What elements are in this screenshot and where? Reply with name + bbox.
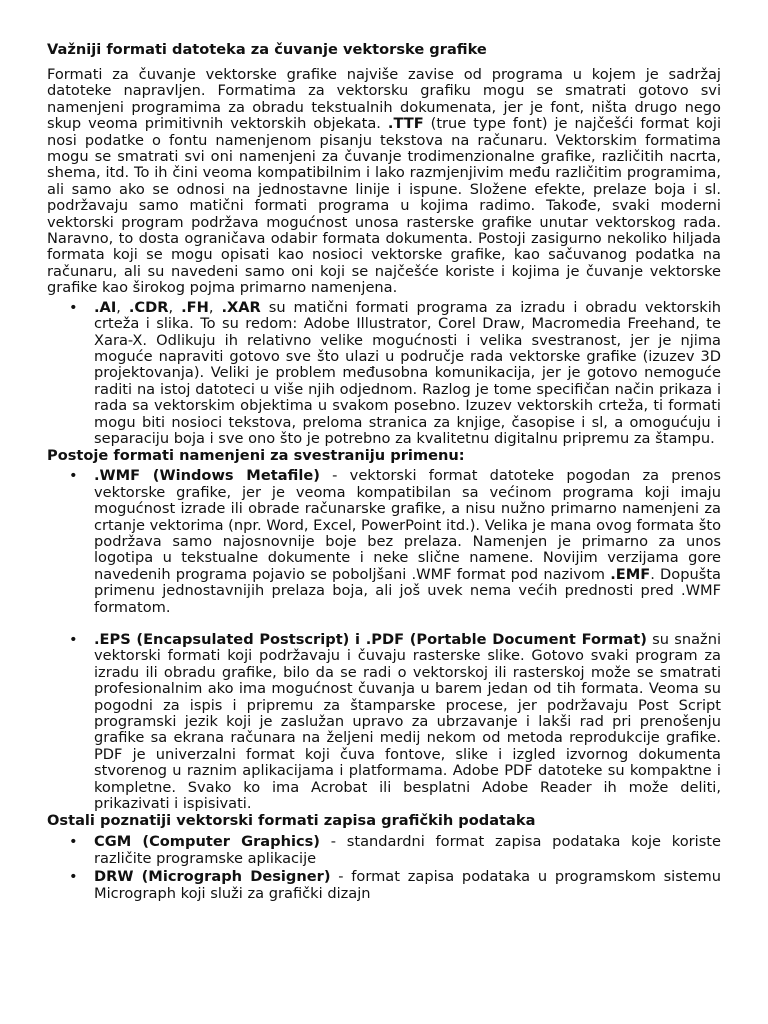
wmf-title: .WMF (Windows Metafile) bbox=[94, 467, 320, 485]
drw-text: - format zapisa podataka u programskom sistemu Micrograph koji služi za grafički dizajn bbox=[94, 868, 722, 902]
eps-pdf-text: su snažni vektorski formati koji podržavaju i čuvaju rasterske slike. Gotovo svaki program za izradu ili obradu grafike, bilo da se radi o vektorskoj ili rasterskoj može se smatrati profesionalnim ako ima mogućnost čuvanja u barem jedan od tih formata. Veoma su pogodni za ispis i pripremu za štamparske procese, jer podržavaju Post Script programski jezik koji je zaslužan upravo za ubrzavanje i lakši rad pri prenošenju grafike sa ekrana računara na željeni medij nekom od metoda reprodukcije grafike. PDF je univerzalni format koji čuva fontove, slike i izgled izvornog dokumenta stvorenog u raznim aplikacijama i platformama. Adobe PDF datoteke su kompaktne i kompletne. Svako ko ima Acrobat ili besplatni Adobe Reader ih može deliti, prikazivati i ispisivati. bbox=[94, 631, 721, 813]
separator: , bbox=[208, 298, 222, 316]
native-formats-text: su matični formati programa za izradu i obradu vektorskih crteža i slika. To su redom: Adobe Illustrator, Corel Draw, Macromedia Freehand, te Xara-X. Odlikuju ih relativno velike mogućnosti i velika svestranost, jer je njima moguće napraviti gotovo sve što ulazi u područje rada vektorske grafike (izuzev 3D projektovanja). Veliki je problem međusobna komunikacija, jer je gotovo nemoguće raditi na istoj datoteci u više njih odjednom. Razlog je tome specifičan način prikaza i rada sa vektorskim objektima u svakom posebno. Izuzev vektorskih crteža, ti formati mogu biti nosioci tekstova, preloma stranica za knjige, časopise i sl, a omogućuju i separaciju boja i sve ono što je potrebno za kvalitetnu digitalnu pripremu za štampu. bbox=[94, 298, 722, 447]
other-formats-list bbox=[47, 834, 721, 902]
versatile-formats-list bbox=[47, 468, 721, 812]
list-item-drw bbox=[47, 869, 721, 902]
list-item-native-formats bbox=[47, 300, 721, 448]
xar-label: .XAR bbox=[221, 298, 261, 316]
intro-text-1: Formati za čuvanje vektorske grafike najviše zavise od programa u kojem je sadržaj datoteke napravljen. Formatima za vektorsku grafiku mogu se smatrati gotovo svi namenjeni programima za obradu tekstualnih dokumenata, jer je font, ništa drugo nego skup veoma primitivnih vektorskih objekata. bbox=[47, 66, 721, 133]
separator: , bbox=[116, 298, 129, 316]
drw-title: DRW (Micrograph Designer) bbox=[94, 868, 331, 886]
ttf-label: .TTF bbox=[387, 115, 424, 133]
wmf-text-2: . Dopušta primenu jednostavnijih prelaza boja, ali još uvek nema većih prednosti pred .WMF formatom. bbox=[94, 565, 721, 616]
eps-pdf-title: .EPS (Encapsulated Postscript) i .PDF (Portable Document Format) bbox=[94, 631, 647, 648]
heading-versatile-formats: Postoje formati namenjeni za svestraniju primenu: bbox=[47, 447, 465, 465]
list-item-wmf bbox=[47, 468, 721, 616]
intro-paragraph bbox=[47, 67, 721, 297]
cdr-label: .CDR bbox=[128, 298, 169, 316]
list-item-eps-pdf bbox=[47, 632, 721, 812]
cgm-title: CGM (Computer Graphics) bbox=[94, 833, 320, 851]
wmf-text-1: - vektorski format datoteke pogodan za prenos vektorske grafike, jer je veoma kompatibilan sa većinom programa koji imaju mogućnost izrade ili obrade računarske grafike, a nisu nužno primarno namenjeni za crtanje vektorima (npr. Word, Excel, PowerPoint itd.). Velika je mana ovog formata što podržava samo najosnovnije boje bez prelaza. Namenjen je primarno za unos logotipa u tekstualne dokumente i neke slične namene. Novijim verzijama gore navedenih programa pojavio se poboljšani .WMF format pod nazivom bbox=[94, 467, 721, 583]
heading-vector-formats: Važniji formati datoteka za čuvanje vektorske grafike bbox=[47, 41, 487, 58]
native-formats-list bbox=[47, 300, 721, 448]
ai-label: .AI bbox=[94, 298, 117, 316]
separator: , bbox=[168, 298, 182, 316]
cgm-text: - standardni format zapisa podataka koje koriste različite programske aplikacije bbox=[94, 833, 721, 867]
list-item-cgm bbox=[47, 834, 721, 867]
heading-other-formats: Ostali poznatiji vektorski formati zapisa grafičkih podataka bbox=[47, 812, 536, 830]
document-page bbox=[47, 41, 721, 902]
intro-text-2: (true type font) je najčešći format koji nosi podatke o fontu namenjenom pisanju tekstova na računaru. Vektorskim formatima mogu se smatrati svi oni namenjeni za čuvanje trodimenzionalne grafike, različitih nacrta, shema, itd. To ih čini veoma kompatibilnim i lako razmjenjivim među različitim programima, ali samo ako se odnosi na jednostavne linije i ispune. Složene efekte, prelaze boja i sl. podržavaju samo matični formati programa u kojima radimo. Takođe, svaki moderni vektorski program podržava mogućnost unosa rasterske grafike unutar vektorskog rada. Naravno, to dosta ograničava odabir formata dokumenta. Postoji zasigurno nekoliko hiljada formata koji se mogu opisati kao nosioci vektorske grafike, kao sačuvanog podatka na računaru, ali su navedeni samo oni koji se najčešće koriste i kojima je čuvanje vektorske grafike kao širokog pojma primarno namenjena. bbox=[47, 115, 721, 297]
emf-label: .EMF bbox=[610, 565, 651, 583]
fh-label: .FH bbox=[181, 298, 209, 316]
